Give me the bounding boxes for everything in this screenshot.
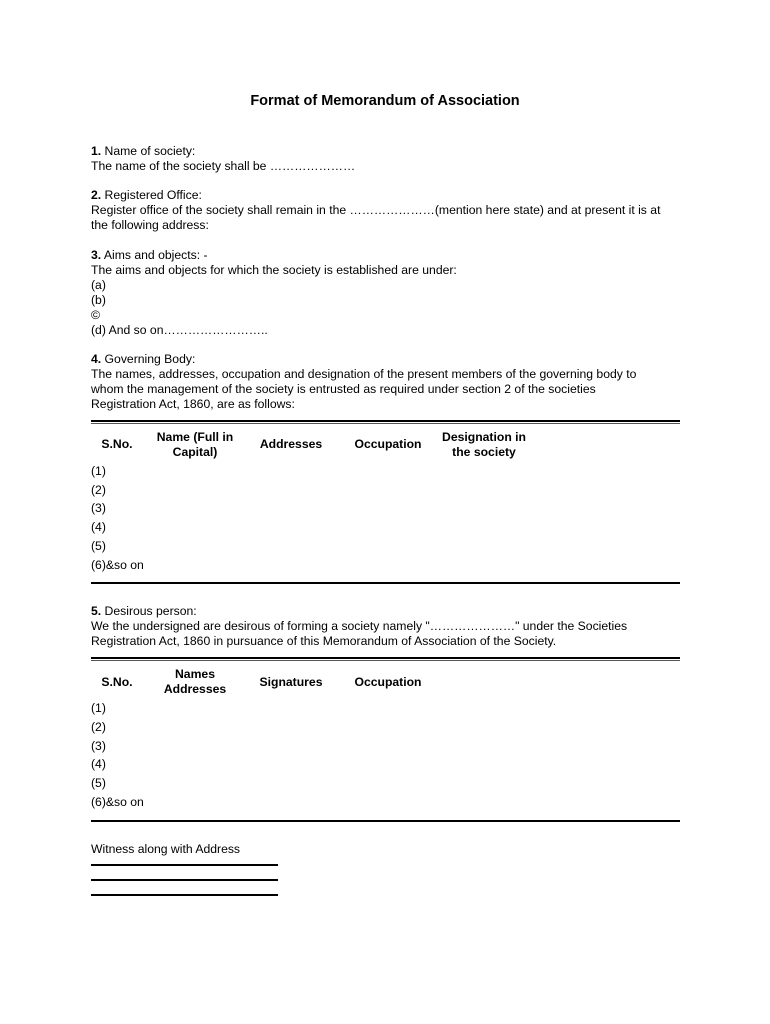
section-3-item: © (91, 308, 100, 322)
section-4-number: 4. (91, 352, 102, 366)
table-2-row: (4) (91, 757, 106, 771)
table-2-top-rule-inner (91, 660, 680, 661)
table-2-header-names-line-1: Names (175, 667, 215, 681)
section-3-number: 3. (91, 248, 102, 262)
section-5-text-line-1: We the undersigned are desirous of forming a society namely "…………………" under the Societies (91, 619, 628, 633)
section-2-text-line-2: the following address: (91, 218, 209, 232)
table-1-row: (5) (91, 539, 106, 553)
table-1-top-rule (91, 420, 680, 422)
section-2-heading (91, 188, 202, 203)
section-3-text: The aims and objects for which the society is established are under: (91, 263, 457, 277)
witness-label: Witness along with Address (91, 842, 241, 856)
section-2-title: Registered Office: (101, 188, 202, 202)
page-title: Format of Memorandum of Association (250, 93, 520, 109)
section-3-title: Aims and objects: - (101, 248, 208, 262)
table-2-row: (2) (91, 720, 106, 734)
table-1-bottom-rule (91, 582, 680, 584)
witness-signature-line-2[interactable] (91, 879, 278, 881)
section-4-title: Governing Body: (101, 352, 196, 366)
section-1-text: The name of the society shall be ………………… (91, 159, 356, 173)
table-1-header-designation-line-2: the society (452, 445, 516, 460)
section-4-text-line-1: The names, addresses, occupation and designation of the present members of the governing body to (91, 367, 637, 381)
section-3-item: (a) (91, 278, 106, 292)
table-2-header-sno: S.No. (101, 675, 133, 689)
section-5-title: Desirous person: (101, 604, 197, 618)
table-1-top-rule-inner (91, 423, 680, 424)
section-5-number: 5. (91, 604, 102, 618)
section-3-item: (b) (91, 293, 106, 307)
table-1-header-designation-line-1: Designation in (442, 430, 526, 444)
table-1-row: (3) (91, 501, 106, 515)
table-2-row: (3) (91, 739, 106, 753)
table-1-row: (4) (91, 520, 106, 534)
table-2-top-rule (91, 657, 680, 659)
section-5-heading (91, 604, 197, 619)
section-1-heading (91, 144, 195, 159)
section-2-number: 2. (91, 188, 102, 202)
section-1-title: Name of society: (101, 144, 196, 158)
section-4-heading (91, 352, 195, 367)
table-1-header-occupation: Occupation (354, 437, 422, 451)
table-2-row: (6)&so on (91, 795, 144, 809)
table-2-row: (1) (91, 701, 106, 715)
section-2-text-line-1: Register office of the society shall remain in the …………………(mention here state) and at present it is at (91, 203, 661, 217)
table-2-header-names (147, 667, 243, 697)
table-1-header-addresses: Addresses (259, 437, 323, 451)
section-4-text-line-3: Registration Act, 1860, are as follows: (91, 397, 295, 411)
table-1-header-sno: S.No. (101, 437, 133, 451)
table-1-row: (6)&so on (91, 558, 144, 572)
section-4-text-line-2: whom the management of the society is entrusted as required under section 2 of the societies (91, 382, 596, 396)
section-5-text-line-2: Registration Act, 1860 in pursuance of this Memorandum of Association of the Society. (91, 634, 557, 648)
section-1-number: 1. (91, 144, 102, 158)
table-2-header-occupation: Occupation (354, 675, 422, 689)
table-1-header-name-line-1: Name (Full in (156, 430, 234, 444)
table-1-header-name (147, 430, 243, 460)
table-2-bottom-rule (91, 820, 680, 822)
table-1-row: (1) (91, 464, 106, 478)
table-2-header-signatures: Signatures (259, 675, 323, 689)
table-1-header-designation (430, 430, 538, 460)
table-1-header-name-line-2: Capital) (172, 445, 218, 460)
section-3-item: (d) And so on…………………….. (91, 323, 268, 337)
table-1-row: (2) (91, 483, 106, 497)
table-2-header-names-line-2: Addresses (163, 682, 227, 697)
section-3-heading (91, 248, 208, 263)
witness-signature-line-3[interactable] (91, 894, 278, 896)
witness-signature-line-1[interactable] (91, 864, 278, 866)
table-2-row: (5) (91, 776, 106, 790)
